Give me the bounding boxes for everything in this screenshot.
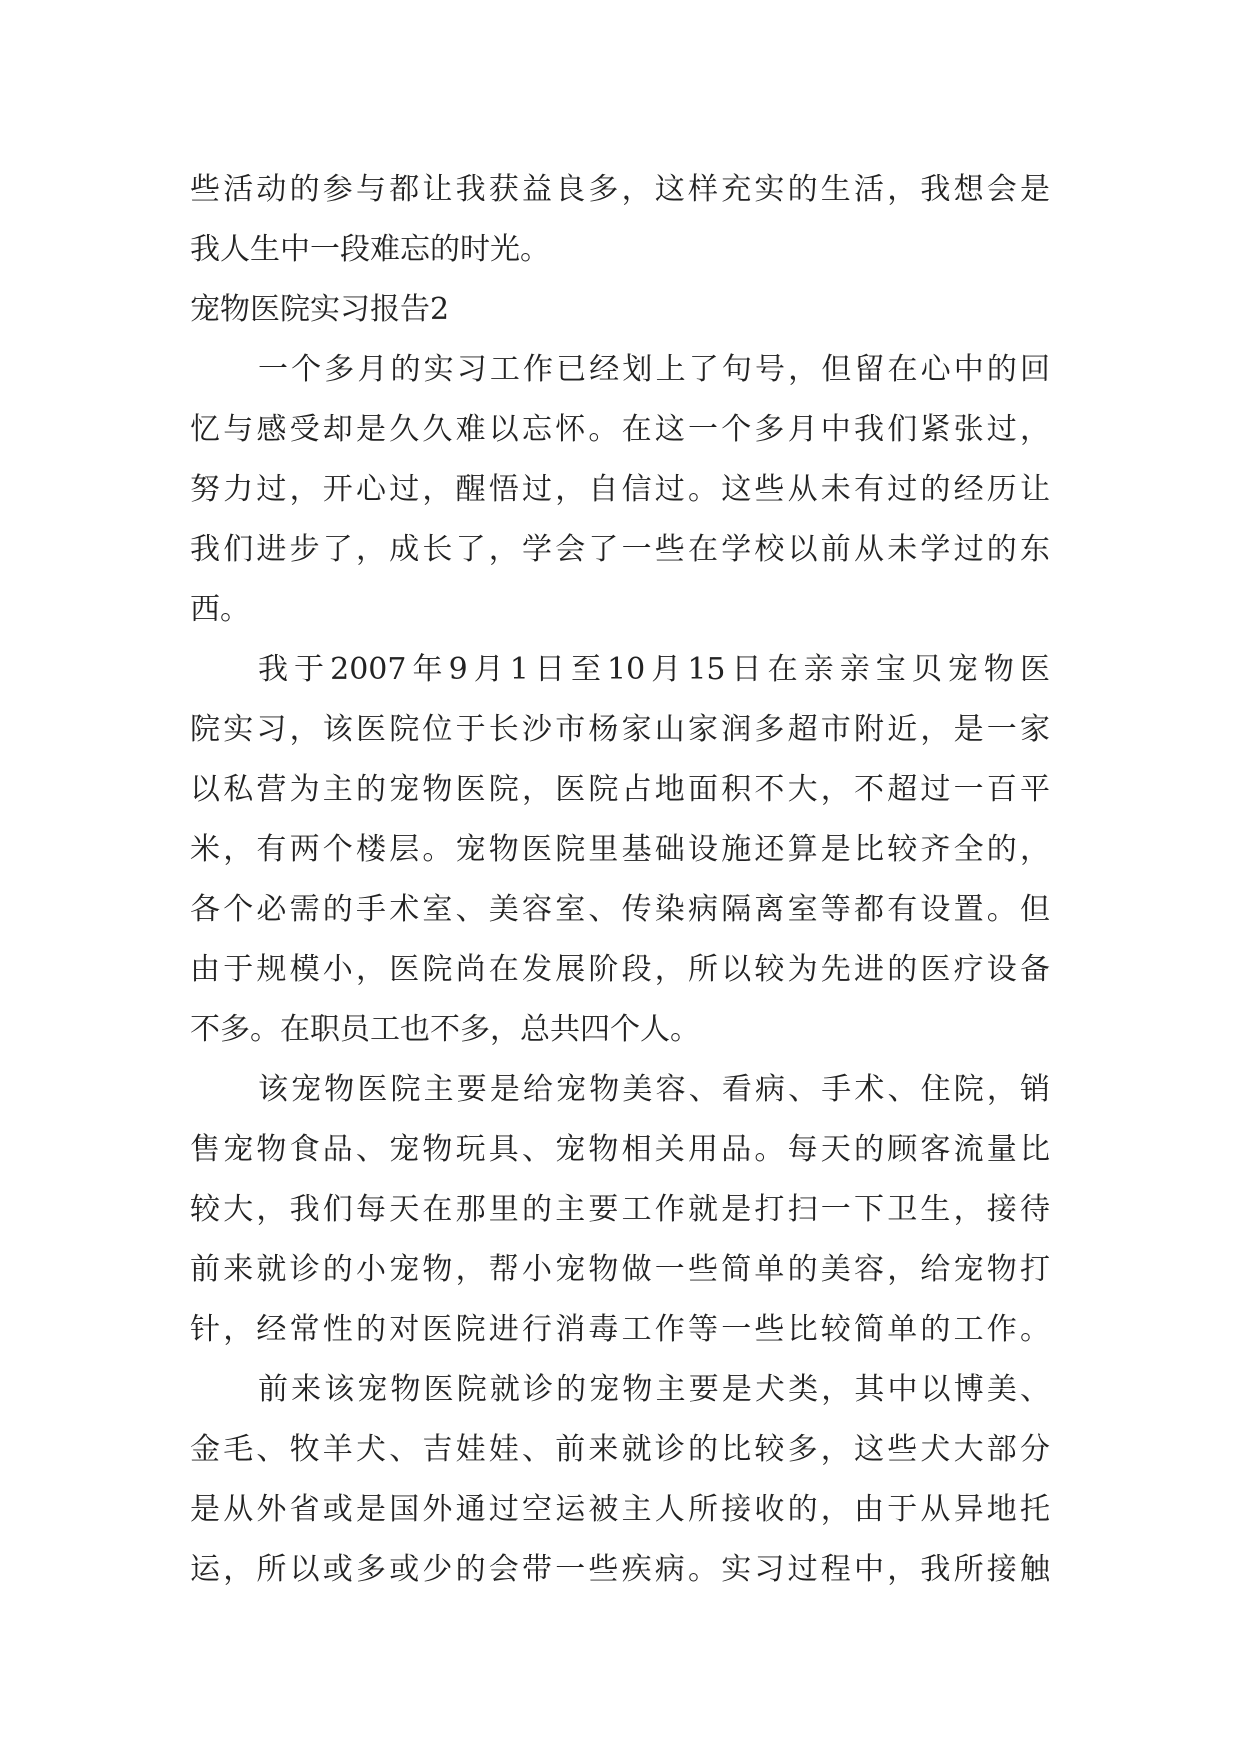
section-heading: 宠物医院实习报告2 [190,292,450,327]
text-line: 是从外省或是国外通过空运被主人所接收的，由于从异地托 [190,1492,1050,1527]
text-line: 金毛、牧羊犬、吉娃娃、前来就诊的比较多，这些犬大部分 [190,1432,1050,1467]
paragraph [190,1060,1050,1360]
text-line: 一个多月的实习工作已经划上了句号，但留在心中的回 [258,352,1050,387]
document-body [190,160,1050,1600]
text-line: 些活动的参与都让我获益良多，这样充实的生活，我想会是 [190,172,1050,207]
text-line: 忆与感受却是久久难以忘怀。在这一个多月中我们紧张过， [190,412,1050,447]
text-line: 由于规模小，医院尚在发展阶段，所以较为先进的医疗设备 [190,952,1050,987]
text-line: 我们进步了，成长了，学会了一些在学校以前从未学过的东 [190,532,1050,567]
text-line: 以私营为主的宠物医院，医院占地面积不大，不超过一百平 [190,772,1050,807]
text-line: 各个必需的手术室、美容室、传染病隔离室等都有设置。但 [190,892,1050,927]
text-line: 西。 [190,592,250,627]
text-line: 前来该宠物医院就诊的宠物主要是犬类，其中以博美、 [258,1372,1050,1407]
paragraph [190,640,1050,1060]
paragraph [190,340,1050,640]
text-line: 运，所以或多或少的会带一些疾病。实习过程中，我所接触 [190,1552,1050,1587]
text-line: 努力过，开心过，醒悟过，自信过。这些从未有过的经历让 [190,472,1050,507]
text-line: 该宠物医院主要是给宠物美容、看病、手术、住院，销 [258,1072,1050,1107]
text-line: 我人生中一段难忘的时光。 [190,232,550,267]
text-line: 我于2007年9月1日至10月15日在亲亲宝贝宠物医 [258,652,1050,687]
text-line: 针，经常性的对医院进行消毒工作等一些比较简单的工作。 [190,1312,1050,1347]
text-line: 较大，我们每天在那里的主要工作就是打扫一下卫生，接待 [190,1192,1050,1227]
text-line: 售宠物食品、宠物玩具、宠物相关用品。每天的顾客流量比 [190,1132,1050,1167]
text-line: 不多。在职员工也不多，总共四个人。 [190,1012,700,1047]
text-line: 前来就诊的小宠物，帮小宠物做一些简单的美容，给宠物打 [190,1252,1050,1287]
paragraph [190,1360,1050,1600]
text-line: 院实习，该医院位于长沙市杨家山家润多超市附近，是一家 [190,712,1050,747]
text-line: 米，有两个楼层。宠物医院里基础设施还算是比较齐全的， [190,832,1050,867]
